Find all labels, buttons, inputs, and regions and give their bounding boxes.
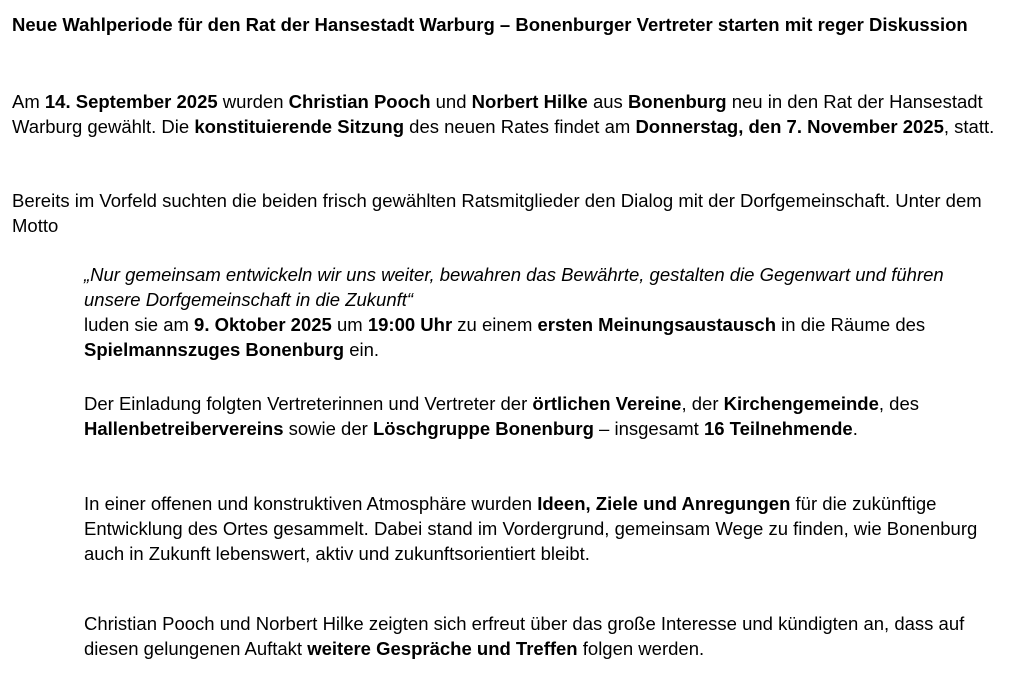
bold-group: Kirchengemeinde [723, 393, 879, 414]
bold-place: Bonenburg [627, 91, 727, 112]
paragraph-dialog: Bereits im Vorfeld suchten die beiden frisch gewählten Ratsmitglieder den Dialog mit der Dorfgemeinschaft. Unter dem Motto [12, 190, 982, 236]
text: , der [681, 393, 724, 414]
text: zu einem [452, 314, 538, 335]
bold-group: Löschgruppe Bonenburg [372, 418, 594, 439]
text: Am [12, 91, 45, 112]
text: folgen werden. [577, 638, 705, 659]
bold-name: Norbert Hilke [471, 91, 588, 112]
text: ein. [344, 339, 380, 360]
paragraph-motto [84, 262, 984, 362]
paragraph-atmosphere [84, 491, 984, 566]
bold-date: 9. Oktober 2025 [194, 314, 332, 335]
text: und [430, 91, 472, 112]
text: Christian Pooch und Norbert Hilke zeigten sich erfreut über das große Interesse und kündigten an, dass auf diesen gelungenen Auftakt [84, 613, 965, 659]
text: wurden [217, 91, 289, 112]
text: für die zukünftige Entwicklung des Ortes gesammelt. Dabei stand im Vordergrund, gemeinsam Wege zu finden, wie Bonenburg auch in Zukunft lebenswert, aktiv und zukunftsorientiert bleibt. [84, 493, 978, 564]
bold-venue: Spielmannszuges Bonenburg [84, 339, 345, 360]
motto-quote: „Nur gemeinsam entwickeln wir uns weiter, bewahren das Bewährte, gestalten die Gegenwart und führen unsere Dorfgemeinschaft in die Zukunft“ [84, 264, 944, 310]
text: neu in den Rat der Hansestadt Warburg gewählt. Die [12, 91, 983, 137]
text: luden sie am [84, 314, 195, 335]
text: des neuen Rates findet am [404, 116, 636, 137]
paragraph-participants [84, 391, 984, 441]
bold-date: 14. September 2025 [44, 91, 218, 112]
bold-date: Donnerstag, den 7. November 2025 [635, 116, 944, 137]
bold-event: ersten Meinungsaustausch [537, 314, 777, 335]
paragraph-outlook [84, 611, 984, 661]
text: um [331, 314, 368, 335]
bold-count: 16 Teilnehmende [703, 418, 853, 439]
bold-time: 19:00 Uhr [367, 314, 453, 335]
paragraph-election [12, 89, 1002, 139]
bold-name: Christian Pooch [288, 91, 431, 112]
text: , statt. [943, 116, 995, 137]
bold-session: konstituierende Sitzung [194, 116, 405, 137]
bold-group: örtlichen Vereine [532, 393, 682, 414]
bold-ideas: Ideen, Ziele und Anregungen [537, 493, 791, 514]
bold-followup: weitere Gespräche und Treffen [307, 638, 578, 659]
text: – insgesamt [593, 418, 704, 439]
text: In einer offenen und konstruktiven Atmosphäre wurden [84, 493, 538, 514]
text: in die Räume des [776, 314, 926, 335]
text: sowie der [283, 418, 373, 439]
bold-group: Hallenbetreibervereins [84, 418, 284, 439]
text: aus [587, 91, 628, 112]
text: Der Einladung folgten Vertreterinnen und Vertreter der [84, 393, 533, 414]
text: , des [878, 393, 920, 414]
article-title: Neue Wahlperiode für den Rat der Hansestadt Warburg – Bonenburger Vertreter starten mit reger Diskussion [12, 14, 968, 35]
text: . [852, 418, 858, 439]
